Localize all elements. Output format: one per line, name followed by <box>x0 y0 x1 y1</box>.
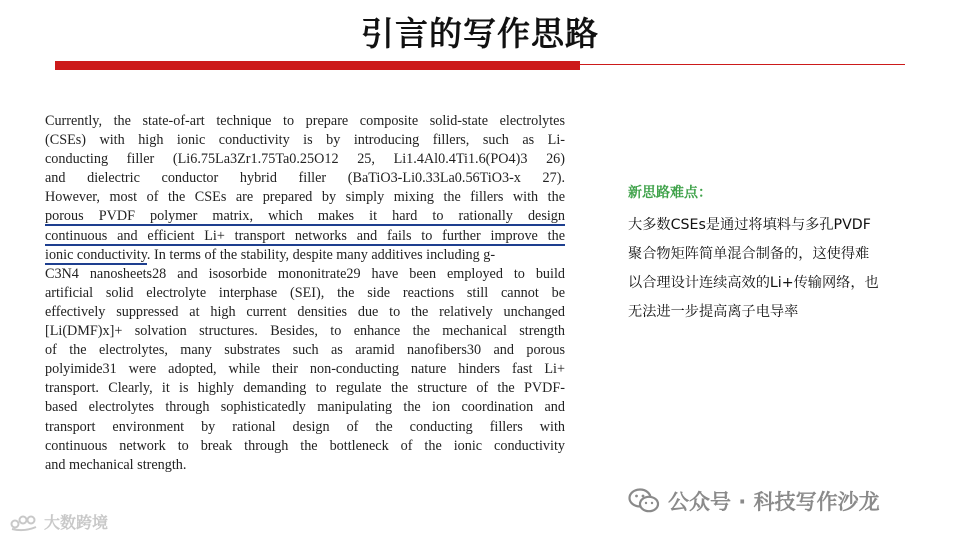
paragraph-text <box>45 112 565 475</box>
paragraph-line: artificial solid electrolyte interphase (SEI), the side reactions still cannot be <box>45 284 565 301</box>
paragraph-line: effectively suppressed at high current densities due to the relatively unchanged <box>45 303 565 320</box>
underlined-text: continuous and efficient Li+ transport networks and fails to further improve the <box>45 227 565 244</box>
paragraph-line: However, most of the CSEs are prepared by simply mixing the fillers with the <box>45 189 565 206</box>
paragraph-line: of the electrolytes, many substrates such as aramid nanofibers30 and porous <box>45 342 565 359</box>
paragraph-line: Currently, the state-of-art technique to prepare composite solid-state electrolytes <box>45 113 565 129</box>
note-box <box>628 184 928 327</box>
paragraph-line: and dielectric conductor hybrid filler (BaTiO3-Li0.33La0.56TiO3-x 27). <box>45 170 565 187</box>
note-line: 以合理设计连续高效的Li+传输网络，也 <box>628 275 879 291</box>
dots-logo-icon <box>10 512 40 532</box>
title-accent-line <box>580 64 905 65</box>
paragraph-line: transport environment by rational design of the conducting fillers with <box>45 418 565 435</box>
wechat-icon <box>628 487 660 515</box>
paragraph-line: conducting filler (Li6.75La3Zr1.75Ta0.25O12 25, Li1.4Al0.4Ti1.6(PO4)3 26) <box>45 151 565 168</box>
paragraph-line-underlined <box>45 207 565 226</box>
paragraph-line-mixed <box>45 246 565 265</box>
underlined-text: porous PVDF polymer matrix, which makes it hard to rationally design <box>45 208 565 225</box>
paragraph-line: continuous network to break through the bottleneck of the ionic conductivity <box>45 437 565 454</box>
paragraph-line: C3N4 nanosheets28 and isosorbide mononitrate29 have been employed to build <box>45 265 565 282</box>
watermark-right <box>628 486 880 516</box>
paragraph-line: [Li(DMF)x]+ solvation structures. Besides, to enhance the mechanical strength <box>45 323 565 340</box>
watermark-right-text: 公众号 · 科技写作沙龙 <box>668 490 880 514</box>
underlined-text: ionic conductivity <box>45 246 147 263</box>
watermark-left-text: 大数跨境 <box>44 513 109 532</box>
paragraph-line: and mechanical strength. <box>45 456 187 473</box>
watermark-left <box>10 510 108 533</box>
paragraph-line: transport. Clearly, it is highly demanding to regulate the structure of the PVDF- <box>45 380 565 397</box>
paragraph-line: based electrolytes through sophisticatedly manipulating the ion coordination and <box>45 399 565 416</box>
note-heading: 新思路难点： <box>628 185 712 201</box>
note-line: 聚合物矩阵简单混合制备的，这使得难 <box>628 246 870 262</box>
paragraph-line: polyimide31 were adopted, while their non-conducting nature hinders fast Li+ <box>45 361 565 378</box>
paragraph-line-underlined <box>45 227 565 246</box>
slide-title: 引言的写作思路 <box>361 14 599 53</box>
paragraph-line: (CSEs) with high ionic conductivity is by introducing fillers, such as Li- <box>45 132 565 149</box>
title-accent-bar <box>55 61 580 70</box>
note-line: 无法进一步提高离子电导率 <box>628 304 799 320</box>
paragraph-text-run: . In terms of the stability, despite many additives including g- <box>146 246 496 263</box>
note-line: 大多数CSEs是通过将填料与多孔PVDF <box>628 217 871 233</box>
